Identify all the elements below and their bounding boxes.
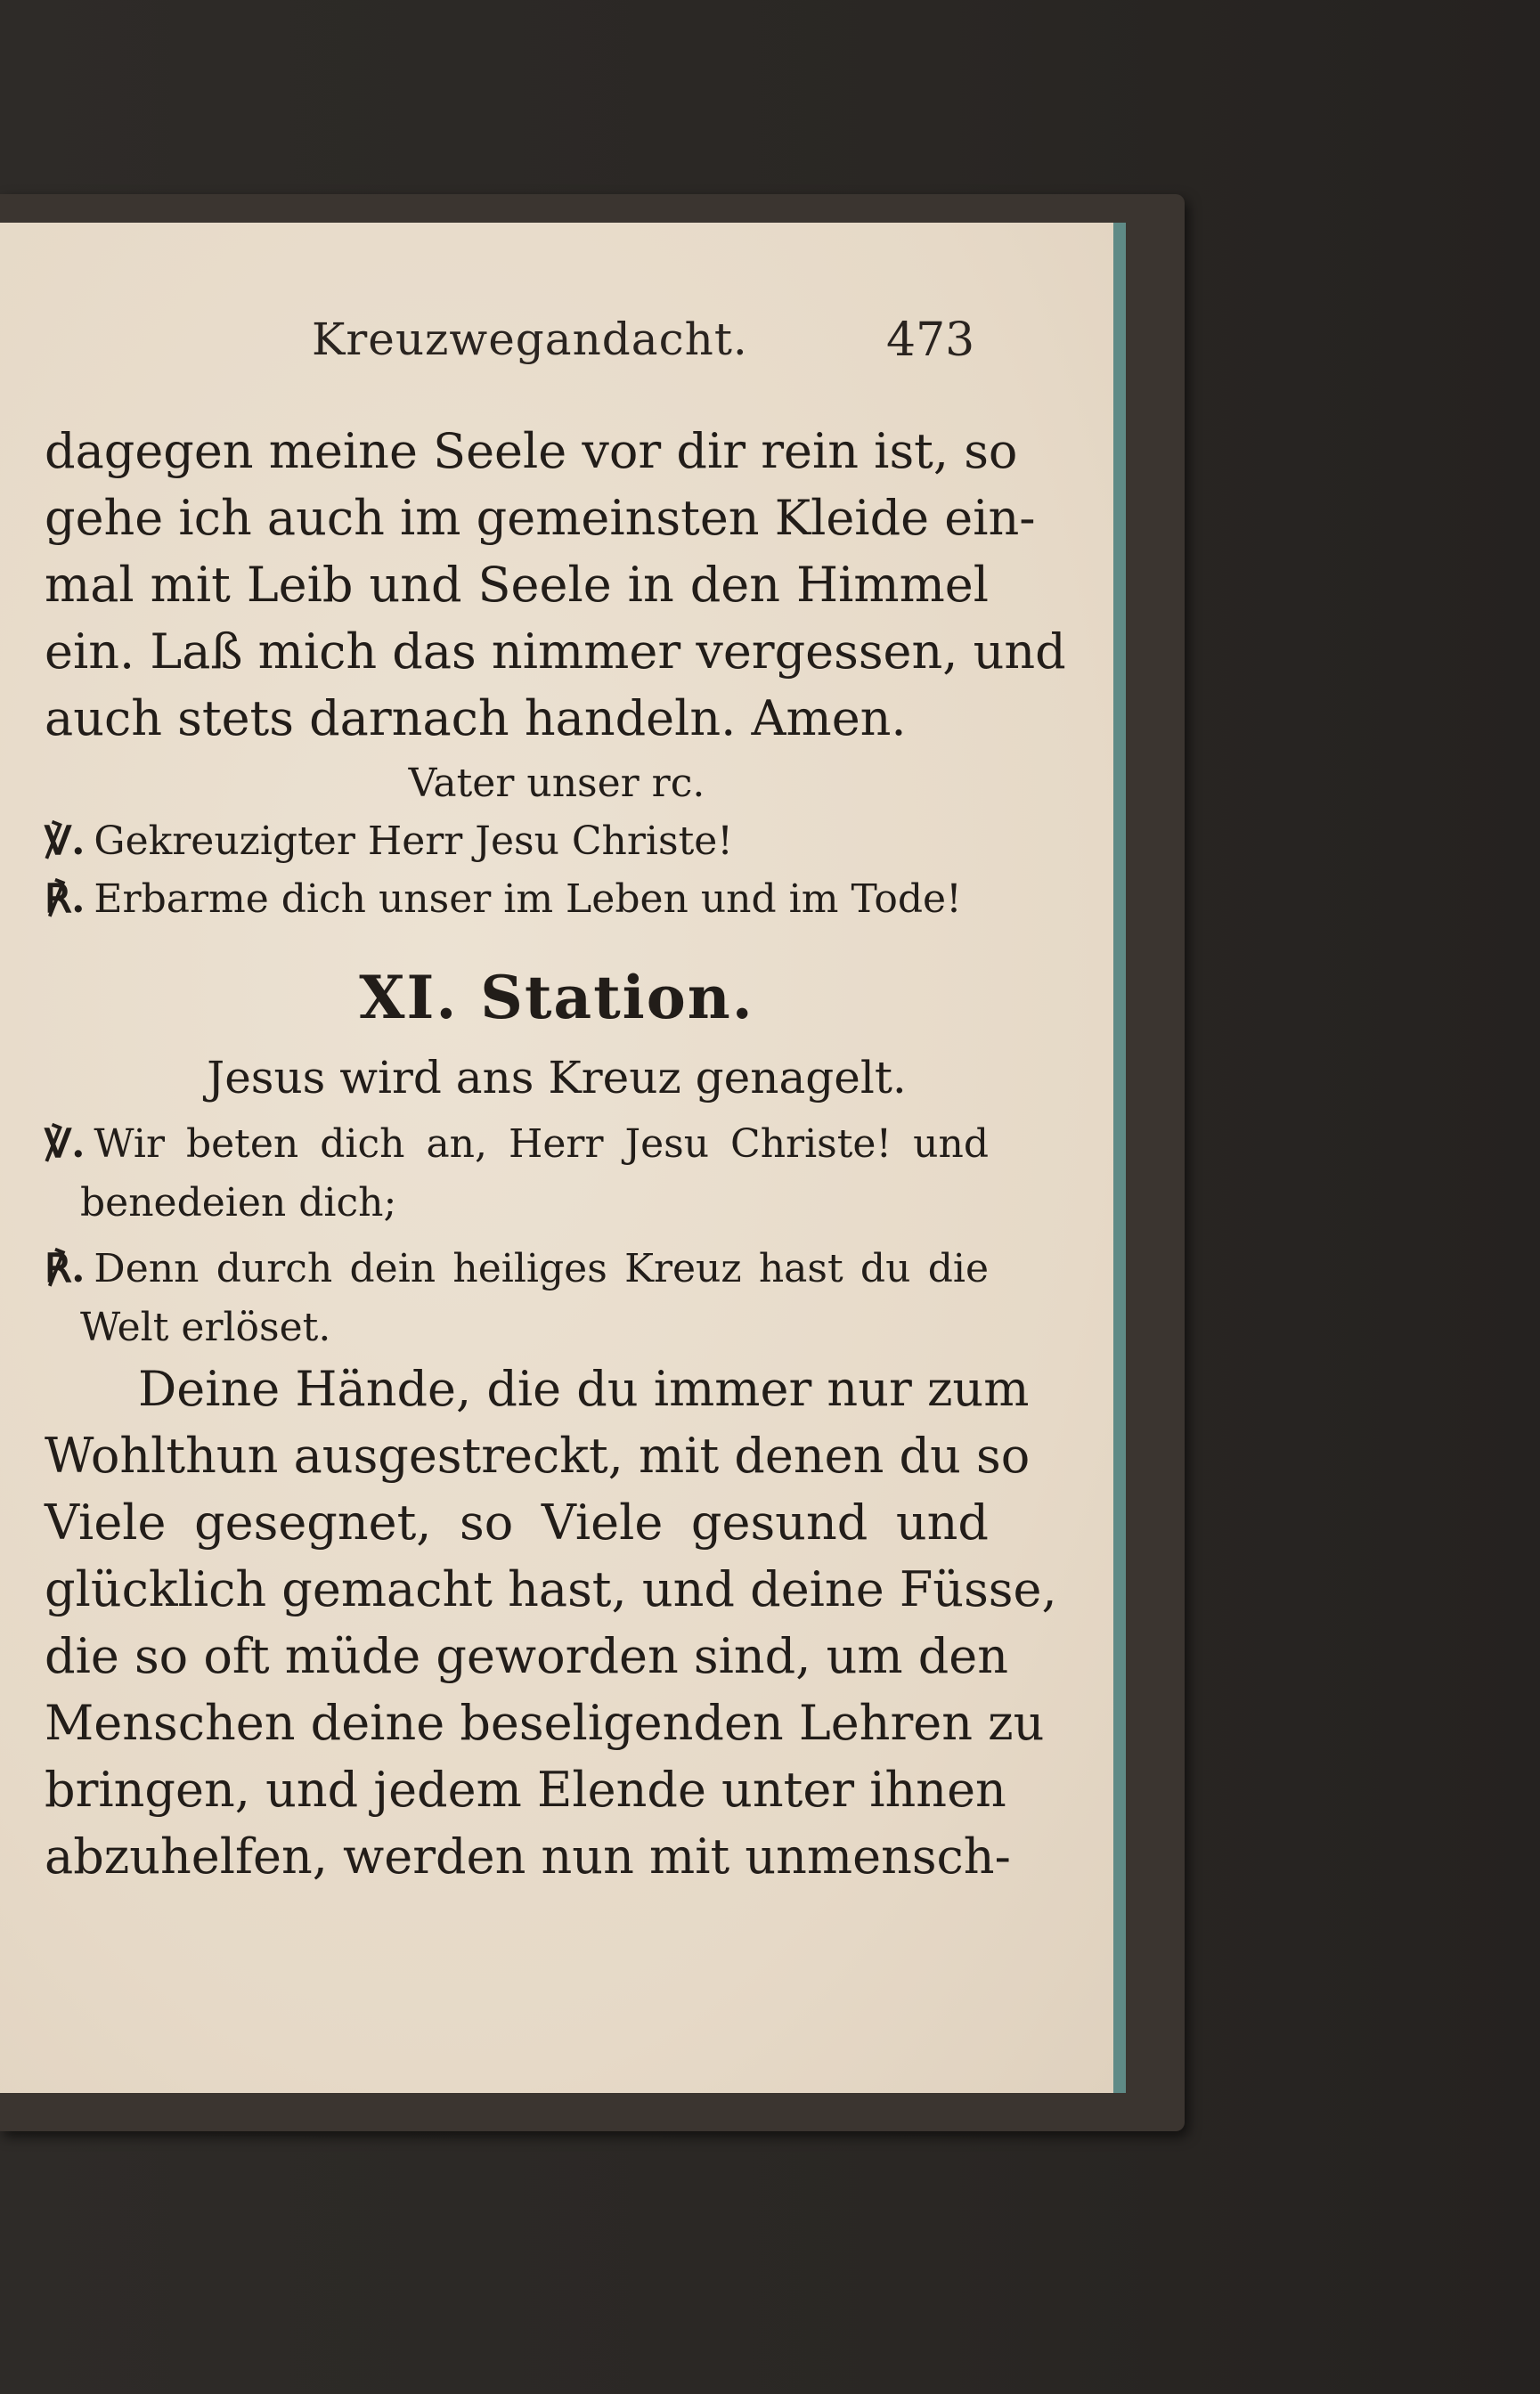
text-line: dagegen meine Seele vor dir rein ist, so — [45, 423, 1018, 479]
text-line: Wohlthun ausgestreckt, mit denen du so — [45, 1428, 1031, 1484]
text-line: mal mit Leib und Seele in den Himmel — [45, 557, 989, 613]
versicle-2 — [45, 1113, 989, 1176]
text-line: glücklich gemacht hast, und deine Füsse, — [45, 1561, 1057, 1617]
versicle-2-continued: benedeien dich; — [80, 1180, 397, 1226]
page-header — [0, 314, 1113, 376]
text-line: Deine Hände, die du immer nur zum — [138, 1361, 1030, 1417]
text-line: ein. Laß mich das nimmer vergessen, und — [45, 623, 1066, 680]
versicle-symbol: ℣. — [45, 818, 86, 864]
response-symbol: ℟. — [45, 1246, 86, 1291]
text-line: abzuhelfen, werden nun mit unmensch- — [45, 1828, 1011, 1885]
response-1 — [45, 868, 989, 931]
prayer-note: Vater unser rc. — [408, 761, 705, 806]
text-line: die so oft müde geworden sind, um den — [45, 1628, 1009, 1684]
response-symbol: ℟. — [45, 876, 86, 922]
versicle-text: Wir beten dich an, Herr Jesu Christe! und — [94, 1121, 989, 1167]
text-line: bringen, und jedem Elende unter ihnen — [45, 1762, 1006, 1818]
station-subtitle: Jesus wird ans Kreuz genagelt. — [207, 1052, 907, 1103]
response-2 — [45, 1238, 989, 1300]
running-head: Kreuzwegandacht. — [312, 314, 748, 365]
text-line: auch stets darnach handeln. Amen. — [45, 690, 907, 746]
versicle-symbol: ℣. — [45, 1121, 86, 1167]
text-line: Menschen deine beseligenden Lehren zu — [45, 1695, 1045, 1751]
station-title: XI. Station. — [359, 963, 754, 1032]
text-line: gehe ich auch im gemeinsten Kleide ein- — [45, 490, 1036, 546]
page-number: 473 — [886, 314, 975, 367]
versicle-text: Gekreuzigter Herr Jesu Christe! — [94, 818, 733, 864]
response-2-continued: Welt erlöset. — [80, 1305, 331, 1350]
response-text: Erbarme dich unser im Leben und im Tode! — [94, 876, 962, 922]
versicle-1 — [45, 810, 989, 873]
response-text: Denn durch dein heiliges Kreuz hast du die — [94, 1246, 989, 1291]
text-line: Viele gesegnet, so Viele gesund und — [45, 1494, 989, 1551]
